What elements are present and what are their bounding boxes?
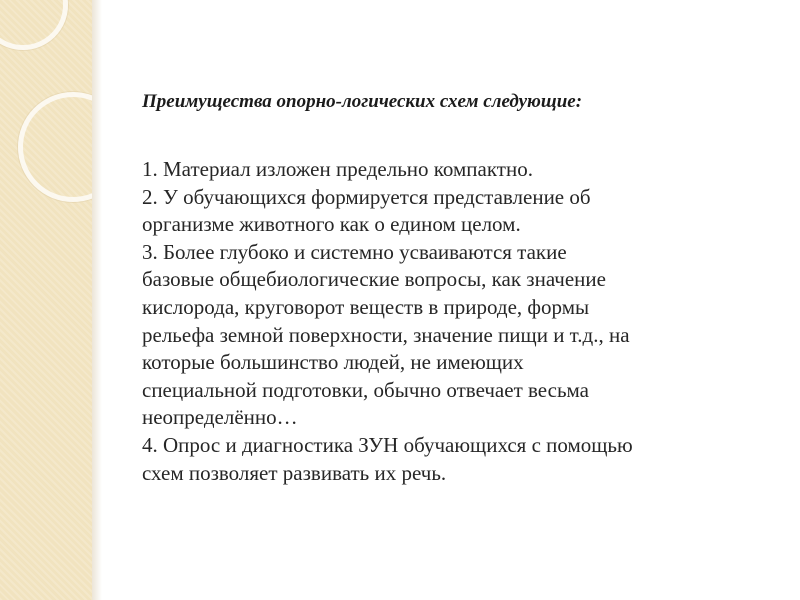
decorative-ring bbox=[18, 92, 92, 202]
body-line: 2. У обучающихся формируется представление об bbox=[142, 184, 591, 209]
body-line: специальной подготовки, обычно отвечает весьма bbox=[142, 377, 589, 402]
body-line: которые большинство людей, не имеющих bbox=[142, 350, 524, 375]
body-line: 4. Опрос и диагностика ЗУН обучающихся с помощью bbox=[142, 432, 633, 457]
body-line: рельефа земной поверхности, значение пищи и т.д., на bbox=[142, 322, 630, 347]
body-line: организме животного как о едином целом. bbox=[142, 212, 521, 237]
slide-body bbox=[142, 156, 772, 487]
slide-content bbox=[142, 88, 772, 487]
decorative-sidebar bbox=[0, 0, 92, 600]
body-line: 3. Более глубоко и системно усваиваются такие bbox=[142, 239, 567, 264]
body-line: 1. Материал изложен предельно компактно. bbox=[142, 157, 533, 181]
sidebar-shadow bbox=[92, 0, 102, 600]
body-line: схем позволяет развивать их речь. bbox=[142, 460, 447, 485]
body-line: кислорода, круговорот веществ в природе, формы bbox=[142, 294, 590, 319]
decorative-ring-top bbox=[0, 0, 68, 50]
slide-heading: Преимущества опорно-логических схем следующие: bbox=[142, 91, 583, 112]
body-line: базовые общебиологические вопросы, как значение bbox=[142, 267, 606, 292]
body-line: неопределённо… bbox=[142, 405, 298, 430]
